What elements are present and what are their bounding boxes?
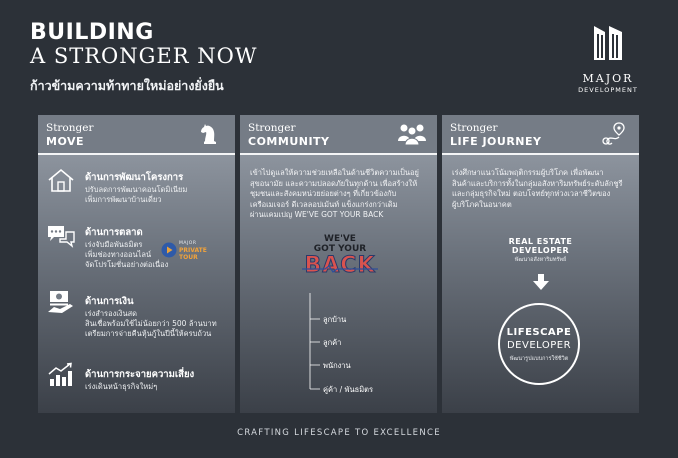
card-life-journey bbox=[442, 115, 639, 413]
heartbeat-line-icon bbox=[300, 265, 380, 273]
card-header bbox=[442, 115, 639, 153]
card-move bbox=[38, 115, 235, 413]
growth-chart-icon bbox=[46, 362, 76, 388]
subtitle: ก้าวข้ามความท้าทายใหม่อย่างยั่งยืน bbox=[30, 78, 224, 93]
card-big-title: MOVE bbox=[46, 135, 85, 148]
card-small-title: Stronger bbox=[46, 122, 94, 134]
title-line-1: BUILDING bbox=[30, 20, 154, 45]
chess-knight-icon bbox=[197, 121, 223, 147]
logo-mark-icon bbox=[591, 22, 625, 62]
card-community bbox=[240, 115, 437, 413]
card-big-title: COMMUNITY bbox=[248, 135, 330, 148]
tree-item: คู่ค้า / พันธมิตร bbox=[323, 385, 374, 394]
journey-paragraph: เร่งศึกษาแนวโน้มพฤติกรรมผู้บริโภค เพื่อพัฒนา สินค้าและบริการทั้งในกลุ่มอสังหาริมทรัพย์ระดับลักชูรี และกลุ่มธุรกิจใหม่ ตอบโจทย์ทุกห่วงเวลาชีวิตของ ผู้บริโภคในอนาคต bbox=[452, 168, 623, 209]
title-line-2: A STRONGER NOW bbox=[30, 44, 258, 68]
card-header bbox=[240, 115, 437, 153]
chat-bubbles-icon bbox=[46, 223, 76, 249]
tree-item: ลูกบ้าน bbox=[323, 315, 347, 324]
from-block: REAL ESTATE DEVELOPER พัฒนาอสังหาริมทรัพย์ bbox=[508, 237, 573, 263]
house-icon bbox=[46, 167, 76, 193]
item-title: ด้านการตลาด bbox=[85, 227, 143, 238]
footer-tagline: CRAFTING LIFESCAPE TO EXCELLENCE bbox=[237, 428, 441, 438]
item-title: ด้านการกระจายความเสี่ยง bbox=[85, 369, 195, 380]
people-group-icon bbox=[395, 121, 429, 147]
item-desc: เร่งเดินหน้าธุรกิจใหม่ๆ bbox=[85, 382, 158, 391]
item-title: ด้านการพัฒนาโครงการ bbox=[85, 172, 184, 183]
item-desc: เร่งสำรองเงินสด สินเชื่อพร้อมใช้ไม่น้อยกว่า 500 ล้านบาท เตรียมการจ่ายคืนหุ้นกู้ในปีนี้ให้ครบถ้วน bbox=[85, 309, 217, 338]
play-badge-icon bbox=[161, 242, 177, 258]
item-desc: เร่งจับมือพันธมิตร เพิ่มช่องทางออนไลน์ จัดโปรโมชั่นอย่างต่อเนื่อง bbox=[85, 240, 169, 269]
community-paragraph: เข้าไปดูแลให้ความช่วยเหลือในด้านชีวิตความเป็นอยู่ สุขอนามัย และความปลอดภัยในทุกด้าน เพื่อสร้างให้ ชุมชนและสังคมหน่วยย่อยต่างๆ ที่เกี่ยวข้องกับ เครือเมเจอร์ ดีเวลลอปเม้นท์ แข็งแกร่งกว่าเดิม ผ่านแคมเปญ WE'VE GOT YOUR BACK bbox=[250, 168, 419, 219]
tree-connector bbox=[308, 293, 322, 403]
card-small-title: Stronger bbox=[450, 122, 498, 134]
item-desc: ปรับลดการพัฒนาคอนโดมิเนียม เพิ่มการพัฒนาบ้านเดี่ยว bbox=[85, 185, 188, 204]
tree-item: พนักงาน bbox=[323, 361, 351, 370]
tree-item: ลูกค้า bbox=[323, 338, 342, 347]
logo-sub: DEVELOPMENT bbox=[578, 86, 638, 94]
logo-name: MAJOR bbox=[582, 72, 634, 85]
journey-pin-icon bbox=[601, 121, 627, 147]
card-small-title: Stronger bbox=[248, 122, 296, 134]
item-title: ด้านการเงิน bbox=[85, 296, 134, 307]
money-icon bbox=[46, 288, 76, 314]
card-header bbox=[38, 115, 235, 153]
card-big-title: LIFE JOURNEY bbox=[450, 135, 542, 148]
private-tour-badge: MAJOR PRIVATE TOUR bbox=[161, 239, 205, 261]
company-logo bbox=[566, 22, 650, 94]
campaign-logo: WE'VE GOT YOUR BACK bbox=[300, 235, 380, 287]
arrow-down-icon bbox=[532, 273, 550, 291]
lifescape-circle: LIFESCAPE DEVELOPER พัฒนารูปแบบการใช้ชีวิต bbox=[498, 303, 580, 385]
